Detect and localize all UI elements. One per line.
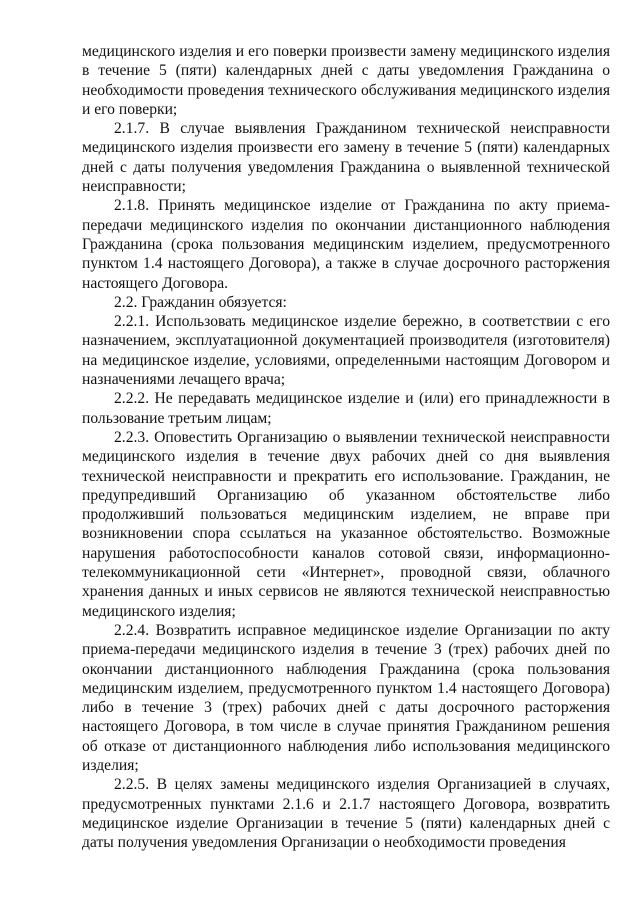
paragraph-2-2-4: 2.2.4. Возвратить исправное медицинское изделие Организации по акту приема-передачи медицинского изделия в течение 3 (трех) рабочих дней по окончании дистанционного наблюдения Гражданина (срока пользования медицинским изделием, предусмотренного пунктом 1.4 настоящего Договора) либо в течение 3 (трех) рабочих дней с даты досрочного расторжения настоящего Договора, в том числе в случае принятия Гражданином решения об отказе от дистанционного наблюдения либо использования медицинского изделия; <box>82 621 610 774</box>
paragraph-2-2-2: 2.2.2. Не передавать медицинское изделие и (или) его принадлежности в пользование третьим лицам; <box>82 390 610 427</box>
paragraph-2-1-8: 2.1.8. Принять медицинское изделие от Гражданина по акту приема-передачи медицинского изделия по окончании дистанционного наблюдения Гражданина (срока пользования медицинским изделием, предусмотренного пунктом 1.4 настоящего Договора), а также в случае досрочного расторжения настоящего Договора. <box>82 197 610 292</box>
paragraph-2-2-1: 2.2.1. Использовать медицинское изделие бережно, в соответствии с его назначением, эксплуатационной документацией производителя (изготовителя) на медицинское изделие, условиями, определенными настоящим Договором и назначениями лечащего врача; <box>82 313 610 389</box>
paragraph-2-2-heading: 2.2. Гражданин обязуется: <box>114 293 287 311</box>
paragraph-2-1-7: 2.1.7. В случае выявления Гражданином технической неисправности медицинского изделия произвести его замену в течение 5 (пяти) календарных дней с даты получения уведомления Гражданина о выявленной технической неисправности; <box>82 120 610 196</box>
paragraph-2-2-3: 2.2.3. Оповестить Организацию о выявлении технической неисправности медицинского изделия в течение двух рабочих дней со дня выявления технической неисправности и прекратить его использование. Гражданин, не предупредивший Организацию об указанном обстоятельстве либо продолживший пользоваться медицинским изделием, не вправе при возникновении спора ссылаться на указанное обстоятельство. Возможные нарушения работоспособности каналов сотовой связи, информационно-телекоммуникационной сети «Интернет», проводной связи, облачного хранения данных и иных сервисов не являются технической неисправностью медицинского изделия; <box>82 428 610 620</box>
paragraph-2-2-5: 2.2.5. В целях замены медицинского изделия Организацией в случаях, предусмотренных пунктами 2.1.6 и 2.1.7 настоящего Договора, возвратить медицинское изделие Организации в течение 5 (пяти) календарных дней с даты получения уведомления Организации о необходимости проведения <box>82 776 610 852</box>
paragraph-continuation: медицинского изделия и его поверки произвести замену медицинского изделия в течение 5 (пяти) календарных дней с даты уведомления Гражданина о необходимости проведения технического обслуживания медицинского изделия и его поверки; <box>82 43 610 118</box>
document-page <box>82 42 610 852</box>
